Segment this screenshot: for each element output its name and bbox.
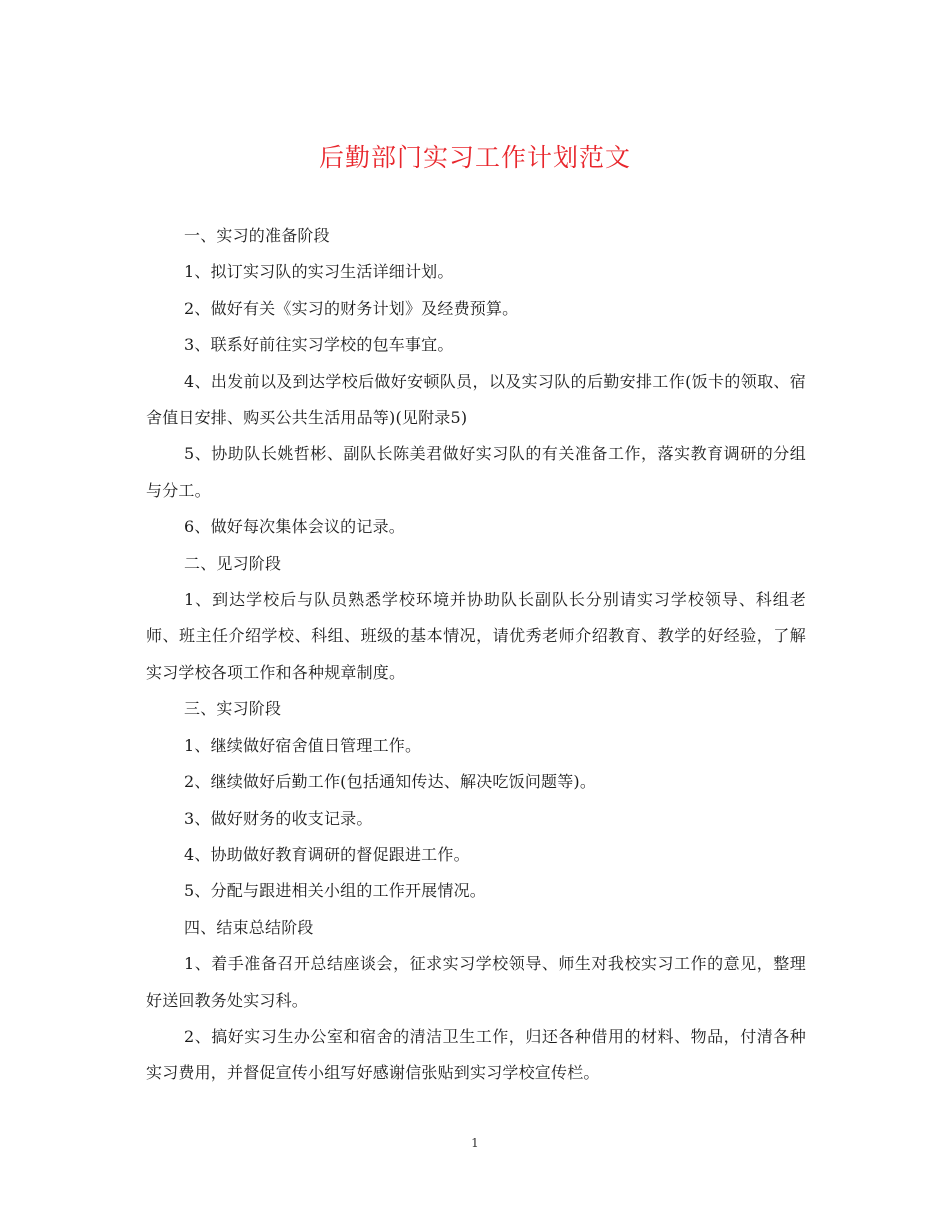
paragraph: 1、拟订实习队的实习生活详细计划。 — [184, 262, 454, 282]
section-heading-observation: 二、见习阶段 — [184, 553, 282, 573]
paragraph: 1、继续做好宿舍值日管理工作。 — [184, 735, 422, 755]
paragraph: 2、继续做好后勤工作(包括通知传达、解决吃饭问题等)。 — [184, 772, 597, 792]
paragraph: 2、搞好实习生办公室和宿舍的清洁卫生工作，归还各种借用的材料、物品，付清各种实习费用，并督促宣传小组写好感谢信张贴到实习学校宣传栏。 — [146, 1026, 806, 1083]
paragraph: 5、分配与跟进相关小组的工作开展情况。 — [184, 881, 486, 901]
paragraph: 4、协助做好教育调研的督促跟进工作。 — [184, 844, 470, 864]
paragraph: 6、做好每次集体会议的记录。 — [184, 517, 405, 537]
page-title: 后勤部门实习工作计划范文 — [318, 143, 631, 172]
section-heading-summary: 四、结束总结阶段 — [184, 917, 314, 937]
paragraph: 3、联系好前往实习学校的包车事宜。 — [184, 335, 454, 355]
paragraph: 3、做好财务的收支记录。 — [184, 808, 373, 828]
page-number: 1 — [471, 1136, 479, 1150]
section-heading-internship: 三、实习阶段 — [184, 699, 282, 719]
paragraph: 2、做好有关《实习的财务计划》及经费预算。 — [184, 298, 519, 318]
paragraph: 1、着手准备召开总结座谈会，征求实习学校领导、师生对我校实习工作的意见，整理好送回教务处实习科。 — [146, 954, 806, 1010]
paragraph: 4、出发前以及到达学校后做好安顿队员，以及实习队的后勤安排工作(饭卡的领取、宿舍值日安排、购买公共生活用品等)(见附录5) — [146, 371, 806, 428]
document-body — [146, 218, 806, 1092]
paragraph: 5、协助队长姚哲彬、副队长陈美君做好实习队的有关准备工作，落实教育调研的分组与分工。 — [146, 444, 806, 500]
section-heading-preparation: 一、实习的准备阶段 — [184, 226, 330, 245]
paragraph: 1、到达学校后与队员熟悉学校环境并协助队长副队长分别请实习学校领导、科组老师、班主任介绍学校、科组、班级的基本情况，请优秀老师介绍教育、教学的好经验，了解实习学校各项工作和各种规章制度。 — [146, 590, 806, 682]
